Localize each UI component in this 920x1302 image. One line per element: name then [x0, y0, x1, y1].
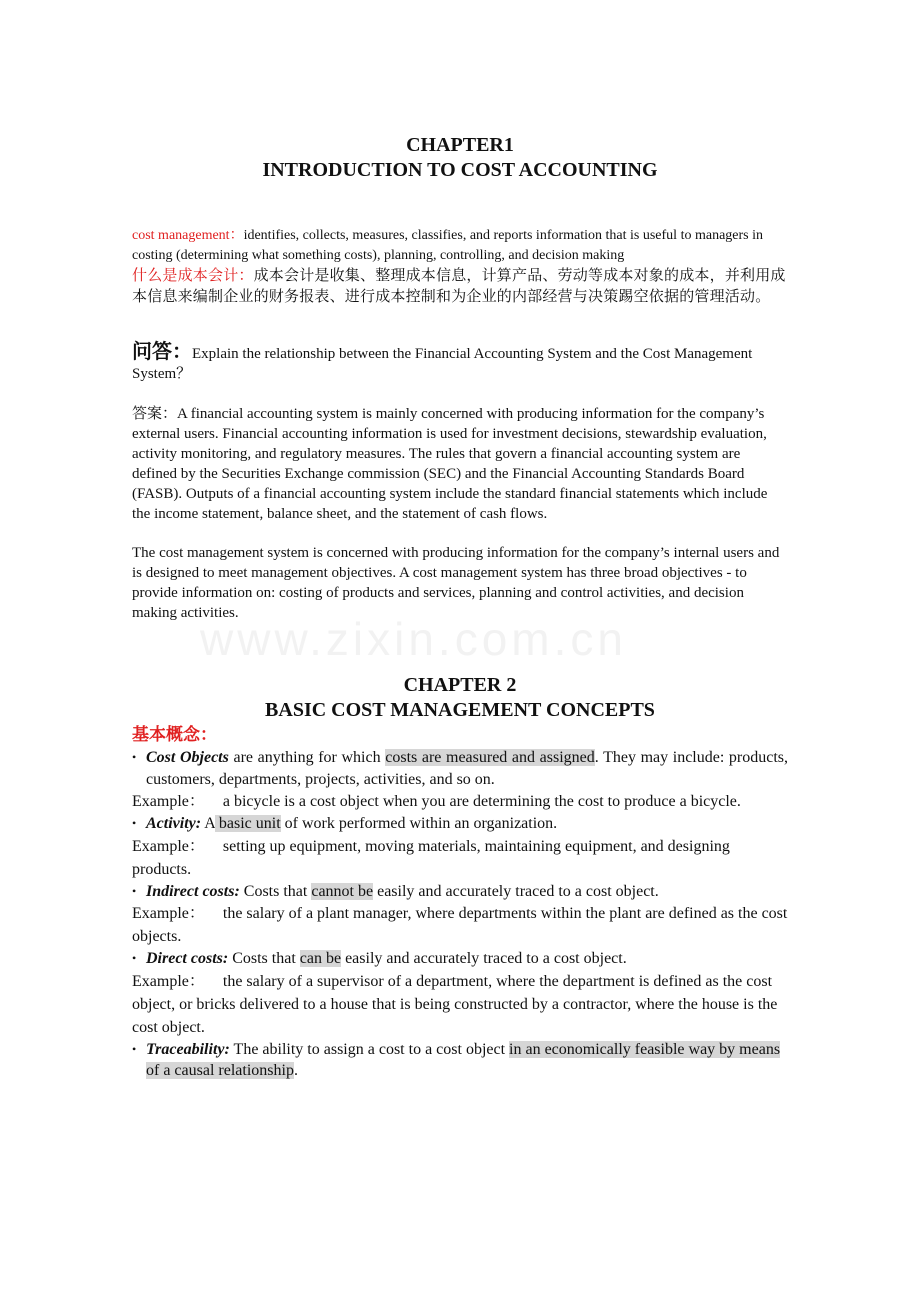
- concept-item-cost-objects: [132, 747, 788, 790]
- example-activity: [132, 835, 788, 881]
- concept-text: The ability to assign a cost to a cost object: [229, 1040, 510, 1058]
- cost-accounting-definition-cn: [132, 266, 788, 308]
- concept-text: are anything for which: [228, 749, 386, 766]
- answer-paragraph-1: [132, 404, 788, 524]
- answer-label: 答案：: [132, 406, 178, 422]
- cost-accounting-text-cn: 成本会计是收集、整理成本信息，计算产品、劳动等成本对象的成本，并利用成本信息来编制企业的财务报表、进行成本控制和为企业的内部经营与决策踢空依据的管理活动。: [132, 268, 786, 305]
- chapter1-heading: [132, 133, 788, 183]
- bullet-icon: •: [132, 750, 137, 764]
- question-text: Explain the relationship between the Financial Accounting System and the Cost Management System？: [132, 346, 753, 382]
- question-paragraph: [132, 342, 788, 384]
- example-indirect-costs: [132, 902, 788, 948]
- bullet-icon: •: [132, 1041, 137, 1056]
- concept-item-traceability: [132, 1039, 788, 1082]
- concept-term: Activity:: [146, 815, 202, 832]
- answer-text-1: A financial accounting system is mainly concerned with producing information for the company’s external users. Financial accounting information is used for investment decisions, stewardship evaluation, activity monitoring, and regulatory measures. The rules that govern a financial accounting system are defined by the Securities Exchange commission (SEC) and the Financial Accounting Standards Board (FASB). Outputs of a financial accounting system include the standard financial statements which include the income statement, balance sheet, and the statement of cash flows.: [132, 406, 768, 522]
- example-label: Example：: [132, 793, 205, 810]
- example-text: the salary of a supervisor of a department, where the department is defined as the cost object, or bricks delivered to a house that is being constructed by a contractor, where the house is the cost object.: [132, 972, 778, 1036]
- qa-label: 问答：: [132, 341, 192, 363]
- concept-term: Cost Objects: [146, 749, 229, 766]
- example-text: the salary of a plant manager, where departments within the plant are defined as the cost objects.: [132, 905, 788, 945]
- concept-text: of work performed within an organization.: [280, 815, 558, 832]
- example-direct-costs: [132, 970, 788, 1039]
- chapter1-title: INTRODUCTION TO COST ACCOUNTING: [262, 159, 658, 181]
- bullet-icon: •: [132, 883, 137, 898]
- example-label: Example：: [132, 972, 205, 990]
- watermark: www.zixin.com.cn: [200, 613, 627, 665]
- cost-accounting-term-cn: 什么是成本会计：: [132, 268, 254, 284]
- example-label: Example：: [132, 905, 205, 922]
- chapter1-number: CHAPTER1: [406, 134, 514, 156]
- example-text: a bicycle is a cost object when you are determining the cost to produce a bicycle.: [222, 793, 741, 810]
- cost-management-term: cost management：: [132, 228, 244, 243]
- concept-term: Direct costs:: [146, 950, 229, 967]
- concept-text: Costs that: [239, 882, 312, 900]
- example-label: Example：: [132, 837, 205, 855]
- answer-paragraph-2: [132, 543, 788, 623]
- bullet-icon: •: [132, 816, 137, 830]
- concept-text: . They may include: products, customers, departments, projects, activities, and so on.: [146, 749, 789, 788]
- answer-text-2: The cost management system is concerned with producing information for the company’s internal users and is designed to meet management objectives. A cost management system has three broad objectives - to provide information on: costing of products and services, planning and control activities, and decision making activities.: [132, 545, 780, 621]
- concept-term: Traceability:: [146, 1040, 230, 1058]
- highlighted-text: costs are measured and assigned: [385, 749, 595, 766]
- concept-text: easily and accurately traced to a cost object.: [341, 950, 627, 967]
- concept-item-direct-costs: [132, 948, 788, 970]
- concept-item-activity: [132, 813, 788, 835]
- chapter2-heading: [132, 673, 788, 723]
- chapter2-number: CHAPTER 2: [403, 674, 517, 696]
- basic-concepts-label: 基本概念：: [132, 725, 217, 744]
- cost-management-text: identifies, collects, measures, classifies, and reports information that is useful to managers in costing (determining what something costs), planning, controlling, and decision making: [132, 228, 763, 263]
- concept-term: Indirect costs:: [146, 882, 240, 900]
- example-cost-objects: [132, 790, 788, 813]
- concept-text: easily and accurately traced to a cost object.: [373, 882, 659, 900]
- highlighted-text: cannot be: [311, 882, 374, 900]
- highlighted-text: in an economically feasible way by means of a causal relationship: [146, 1040, 781, 1079]
- concept-text: .: [293, 1062, 298, 1079]
- highlighted-text: can be: [299, 950, 342, 967]
- chapter2-title: BASIC COST MANAGEMENT CONCEPTS: [265, 699, 655, 721]
- example-text: setting up equipment, moving materials, maintaining equipment, and designing products.: [132, 837, 730, 878]
- concept-text: Costs that: [228, 950, 300, 967]
- bullet-icon: •: [132, 951, 137, 965]
- highlighted-text: basic unit: [214, 815, 281, 832]
- cost-management-definition: [132, 226, 788, 266]
- concept-text: A: [201, 815, 215, 832]
- document-page: [132, 0, 788, 1082]
- concept-item-indirect-costs: [132, 881, 788, 903]
